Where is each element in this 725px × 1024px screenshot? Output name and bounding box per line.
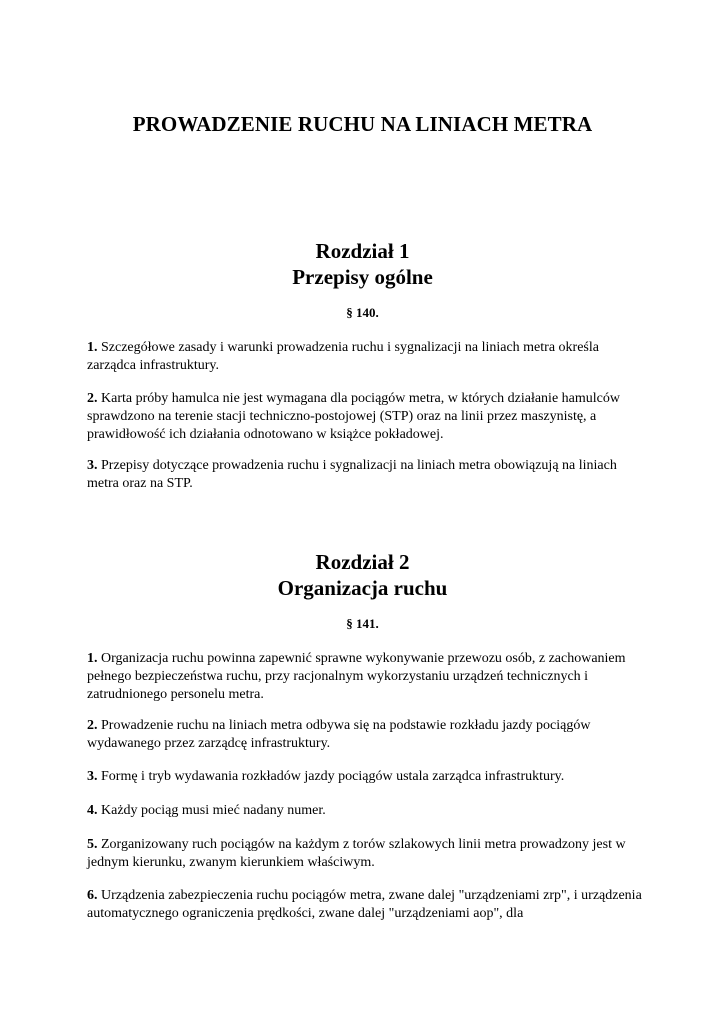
chapter-2-heading: Rozdział 2	[315, 550, 410, 574]
paragraph-141-2	[87, 717, 647, 753]
paragraph-text: Szczegółowe zasady i warunki prowadzenia ruchu i sygnalizacji na liniach metra określa zarządca infrastruktury.	[87, 340, 599, 373]
paragraph-number: 3.	[87, 769, 98, 784]
paragraph-141-6	[87, 887, 647, 923]
paragraph-141-1	[87, 650, 647, 704]
paragraph-141-5	[87, 836, 647, 872]
chapter-2-subheading: Organizacja ruchu	[277, 576, 448, 600]
paragraph-141-4	[87, 802, 647, 820]
chapter-2-heading-block	[0, 549, 725, 601]
paragraph-number: 3.	[87, 458, 98, 473]
chapter-1-heading: Rozdział 1	[315, 239, 410, 263]
paragraph-text: Organizacja ruchu powinna zapewnić sprawne wykonywanie przewozu osób, z zachowaniem pełnego bezpieczeństwa ruchu, przy racjonalnym wykorzystaniu urządzeń technicznych i zatrudnionego personelu metra.	[87, 651, 626, 702]
paragraph-number: 1.	[87, 340, 98, 355]
paragraph-number: 2.	[87, 718, 98, 733]
document-title: PROWADZENIE RUCHU NA LINIACH METRA	[132, 112, 593, 136]
paragraph-number: 6.	[87, 888, 98, 903]
paragraph-text: Przepisy dotyczące prowadzenia ruchu i sygnalizacji na liniach metra obowiązują na liniach metra oraz na STP.	[87, 458, 617, 491]
paragraph-140-3	[87, 457, 647, 493]
paragraph-number: 5.	[87, 837, 98, 852]
paragraph-text: Karta próby hamulca nie jest wymagana dla pociągów metra, w których działanie hamulców sprawdzono na terenie stacji techniczno-postojowej (STP) oraz na linii przez maszynistę, a prawidłowość ich działania odnotowano w książce pokładowej.	[87, 391, 620, 442]
paragraph-text: Prowadzenie ruchu na liniach metra odbywa się na podstawie rozkładu jazdy pociągów wydawanego przez zarządcę infrastruktury.	[87, 718, 591, 751]
section-141: § 141.	[346, 616, 379, 631]
paragraph-140-2	[87, 390, 647, 444]
chapter-1-heading-block	[0, 238, 725, 290]
section-140: § 140.	[346, 305, 379, 320]
paragraph-text: Każdy pociąg musi mieć nadany numer.	[97, 803, 326, 818]
paragraph-text: Formę i tryb wydawania rozkładów jazdy pociągów ustala zarządca infrastruktury.	[97, 769, 565, 784]
paragraph-text: Urządzenia zabezpieczenia ruchu pociągów metra, zwane dalej "urządzeniami zrp", i urządzenia automatycznego ograniczenia prędkości, zwane dalej "urządzeniami aop", dla	[87, 888, 642, 921]
paragraph-text: Zorganizowany ruch pociągów na każdym z torów szlakowych linii metra prowadzony jest w jednym kierunku, zwanym kierunkiem właściwym.	[87, 837, 626, 870]
paragraph-141-3	[87, 768, 647, 786]
chapter-1-subheading: Przepisy ogólne	[292, 265, 433, 289]
paragraph-number: 4.	[87, 803, 98, 818]
paragraph-number: 1.	[87, 651, 98, 666]
paragraph-140-1	[87, 339, 647, 375]
paragraph-number: 2.	[87, 391, 98, 406]
